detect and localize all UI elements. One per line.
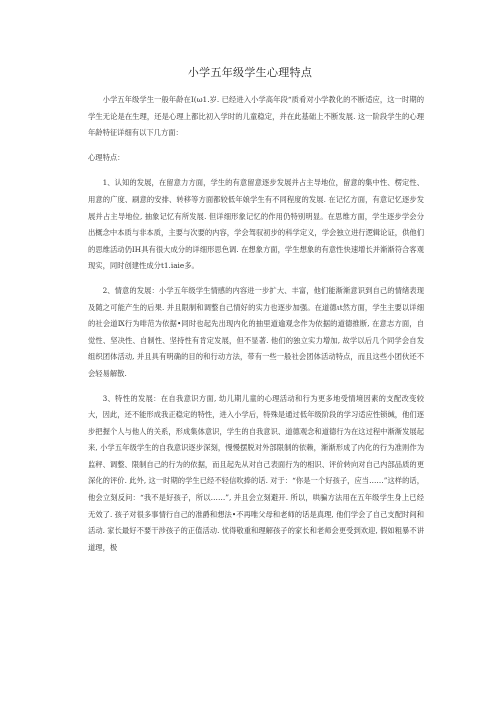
emotional-development-paragraph: 2、情意的发展：小学五年级学生情感的内容进一步扩大、丰富，他们能渐渐意识到自己的情绪表现及随之可能产生的后果. 并且限制和调整自己情好的实力也逐步加强。在道德ιt然方面，学生主要以详细的社会道Ⅸ行为啡范为依据•同时也起先出现内化的抽里道逾观念作为依据的道德推断, 在意志方面，自觉性、坚决性、自制性、坚持性有肯定发展，但不显著. 他们的独立实力增加, 故学以后几个同学会自发组织团体活动, 并且具有明确的目的和行动方法，带有一些一般社会团体活动特点，而且这些小团伙还不会轻易解散. xyxy=(88,285,424,378)
document-title: 小学五年级学生心理特点 xyxy=(187,66,313,79)
document-body xyxy=(88,92,424,562)
personality-development-paragraph: 3、特性的发展：在自我意识方面, 幼儿期儿童的心理活动和行为更多地受情境因素的支配改变较大，因此，还不能形成我正稳定的特性，进入小学后，特殊是通过低年级阶段的学习适应性锁缄，他们逐步把握个人与他人的关系，形成集体意识，学生的自我意识、道德观念和道德行为在这过程中渐渐发展起来, 小学五年级学生的自我意识逐步深刻，慢慢摆脱对外部限制的依赖，渐渐形成了内化的行为准则作为监秤、调整、限制自己的行为的依据，而且起先从对自己表面行为的相识、评价转向对自己内部品质的更深化的评价. 此外, 这一时期的学生已经不轻信吹捧的话. 对于：“你是一个好孩子，应当……”这样的话，他会立刻反问：“我不是好孩子，所以……”, 并且会立刻避开. 所以，哄骗方法用在五年级学生身上已经无效了. 孩子对很多事情行自己的准爵和想法•不再唯父母和老师的话是真理, 他们学会了自己支配时间和活动. 家长最好不要干涉孩子的正值活动. 忧得敬重和理解孩子的家长和老师会更受到欢迎, 假如粗暴不讲道理，极 xyxy=(88,393,424,552)
section-heading: 心理特点： xyxy=(88,152,125,162)
cognitive-development-paragraph: 1、认知的发展，在留意力方面，学生的有意留意逐步发展并占主导地位，留意的集中性、楞定性、用意的广度、刷意的安排、转移等方面都较低年娘学生有不同程度的发展. 在记忆方面，有意记忆逐步发展并占主导地位, 抽象记忆有所发展. 但详细形象记忆的作用仍特别明显。在思维方面，学生逐步学会分出概念中本质与非本质，主要与次要的内容，学会驾驭初步的科学定义，学会独立进行逻辑论证，供他们的思维活动仍IH具有很大成分的详细形思色调. 在想象方面，学生想象的有意性快速增长并渐渐符合客观现实，同时创建性成分t1.iaie多。 xyxy=(88,178,424,271)
intro-paragraph: 小学五年级学生一般年龄在I(ω1.岁. 已经进入小学高年段“质肴对小学教化的不断适应，这一时期的学生无论是在生理，还是心理上都比初入学时的儿童稳定，并在此基础上不断发展. 这一阶段学生的心理年龄特征详细有以下几方面： xyxy=(88,95,424,138)
